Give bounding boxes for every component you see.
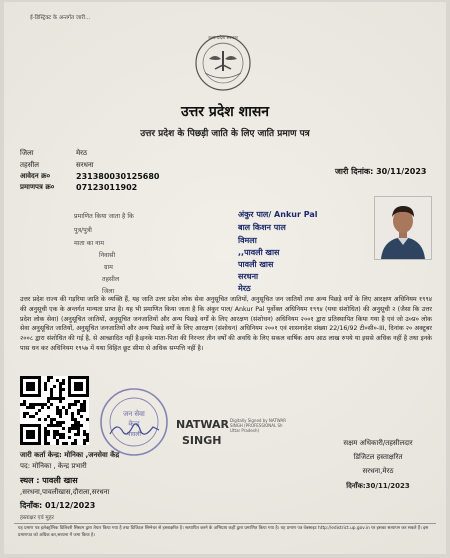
- field-label-village: ग्राम: [104, 264, 113, 271]
- field-label-district: जिला: [102, 288, 115, 295]
- certificate-label: प्रमाणपत्र क्र०: [20, 183, 55, 191]
- tehsil-value: सरधना: [76, 161, 94, 169]
- application-label: आवेदन क्र०: [20, 172, 51, 180]
- field-label-tehsil: तहसील: [102, 276, 120, 283]
- footer-divider: [14, 523, 436, 524]
- certificate-page: [4, 2, 446, 554]
- district-label: जिला: [20, 149, 34, 157]
- tehsil-label: तहसील: [20, 161, 39, 169]
- page-subtitle: उत्तर प्रदेश के पिछड़ी जाति के लिए जाति प्रमाण पत्र: [140, 129, 310, 139]
- issuer-address: ,सरधना,पावलीखास,दौराला,सरधना: [20, 488, 110, 496]
- stamp-text-2: केन्द्र: [128, 420, 140, 428]
- field-label-resident: निवासी: [99, 252, 116, 259]
- digital-signature-note: Digitally Signed by NATWAR SINGH (PROFESSIONAL Sh Uttar Pradesh): [230, 418, 287, 433]
- field-value-father: बाल किशन पाल: [238, 223, 286, 232]
- footer-note: यह प्रमाण पत्र इलेक्ट्रॉनिक डिलिवरी सिस्टम द्वारा तैयार किया गया है तथा डिजिटल सिग्नेचर से हस्ताक्षरित है। सत्यापित करने के अभिप्राय कहीं द्वारा प्रमाणित किया गया है। यह प्रमाण पत्र वेबसाइट http://edistrict.up.gov.in पर इसका सत्यापन कर सकते हैं। इस प्रमाणपत्र को अधिक कर,सरधना में जमा किया है।: [18, 526, 429, 538]
- issue-date: जारी दिनांक: 30/11/2023: [335, 167, 427, 176]
- field-value-tehsil: सरधना: [238, 272, 259, 281]
- applicant-photo: [374, 196, 432, 260]
- digital-signer-name-2: SINGH: [182, 434, 222, 447]
- handwritten-signature: [107, 418, 162, 440]
- field-value-name: अंकुर पाल/ Ankur Pal: [238, 210, 318, 219]
- issuer-place: स्थल : पावली खास: [20, 476, 78, 485]
- authority-location: सरधना,मेरठ: [362, 467, 394, 475]
- authority-title: सक्षम अधिकारी/तहसीलदार: [343, 439, 413, 447]
- issuer-date: दिनाँक: 01/12/2023: [20, 501, 96, 510]
- application-number: 231380030125680: [76, 172, 160, 181]
- digital-signer-name-1: NATWAR: [176, 418, 229, 431]
- header-note: ई-डिस्ट्रिक्ट के अन्तर्गत जारी...: [30, 15, 91, 21]
- field-value-district: मेरठ: [238, 284, 251, 293]
- issuer-post: पद: मोनिका , केन्द्र प्रभारी: [20, 462, 87, 470]
- authority-signed: डिजिटल हस्ताक्षरित: [353, 453, 403, 461]
- authority-date: दिनाँक:30/11/2023: [346, 482, 410, 490]
- emblem-text: उत्तर प्रदेश सरकार: [208, 36, 238, 41]
- field-value-village: पावली खास: [238, 260, 274, 269]
- certificate-number: 07123011902: [76, 183, 138, 192]
- qr-code: [20, 376, 89, 445]
- field-label-mother: माता का नाम: [74, 240, 104, 247]
- field-label-certify: प्रमाणित किया जाता है कि: [74, 213, 134, 220]
- page-title: उत्तर प्रदेश शासन: [180, 104, 270, 120]
- stamp-text-1: जन सेवा: [123, 410, 145, 418]
- stamp-text-3: पावली: [127, 431, 141, 438]
- field-value-mother: विमला: [238, 236, 257, 245]
- issuer-centre: जारी कर्ता केन्द्र: मोनिका ,जनसेवा केंद्र: [20, 451, 120, 459]
- up-emblem: [193, 33, 253, 93]
- field-label-child-of: पुत्र/पुत्री: [74, 227, 92, 234]
- certificate-body: उत्तर प्रदेश राज्य की गड़रिया जाति के व्यक्ति हैं, यह जाति उत्तर प्रदेश लोक सेवा अनुसूचित जातियों, अनुसूचित जन जातियों तथा अन्य पिछड़े वर्गों के लिए आरक्षण अधिनियम १९९४ की अनुसूची एक के अन्तर्गत मान्यता प्राप्त है। यह भी प्रमाणित किया जाता है कि अंकुर पाल/ Ankur Pal पूर्वोक्त अधिनियम १९९४ (यथा संशोधित) की अनुसूची २ (जैसा कि उत्तर प्रदेश लोक सेवा) (अनुसूचित जातियों, अनुसूचित जनजातियों और अन्य पिछड़े वर्गों के लिए आरक्षण (संशोधन) अधिनियम २००१ द्वारा प्रतिस्थापित किया गया है एवं जो उ०प्र० लोक सेवा अनुसूचित जातियों, अनुसूचित जनजातियों और अन्य पिछड़े वर्गों के लिए आरक्षण (संशोधन) अधिनियम २००१ एवं शासनादेश संख्या 22/16/92 टी०सी०-III, दिनांक २० अक्टूबर २००८ द्वारा संशोधित की गई है, से आच्छादित नहीं है।इनके माता-पिता की निरन्तर तीन वर्षों की अवधि के लिए सकल वार्षिक आय आठ लाख रुपये या इससे अधिक नहीं है तथा इनके पास धन कर अधिनियम १९५७ में यथा विहित छूट सीमा से अधिक सम्पत्ति नहीं है।: [20, 296, 432, 352]
- sign-and-seal-note: हस्ताक्षर एवं मुहर: [20, 515, 54, 521]
- field-value-resident: ,,पावली खास: [238, 248, 280, 257]
- district-value: मेरठ: [76, 149, 88, 157]
